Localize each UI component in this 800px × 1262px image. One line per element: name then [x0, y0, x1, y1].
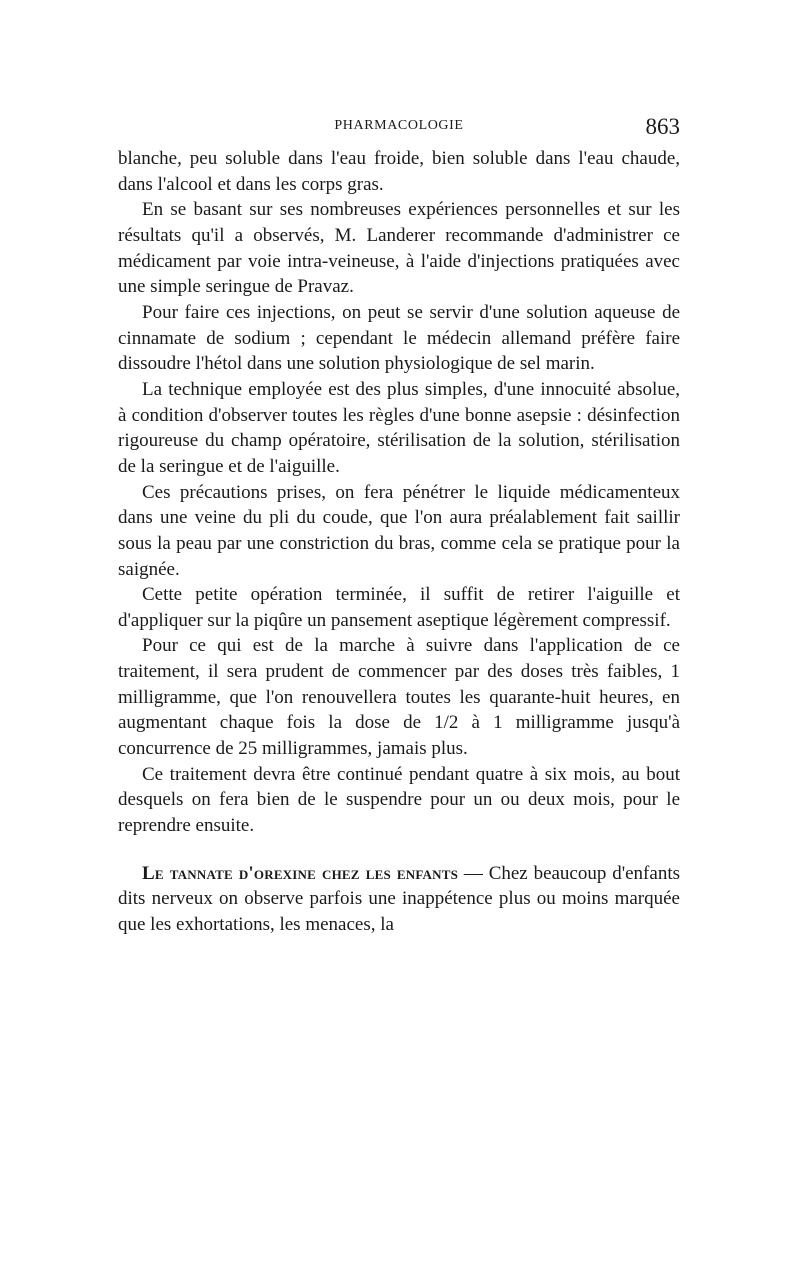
section-title: Le tannate d'orexine chez les enfants — [142, 862, 459, 884]
paragraph-injections: Pour faire ces injections, on peut se servir d'une solution aqueuse de cinnamate de sodium ; cependant le médecin allemand préfère faire dissoudre l'hétol dans une solution physiologique de sel marin. — [118, 301, 680, 375]
paragraph-technique: La technique employée est des plus simples, d'une innocuité absolue, à condition d'observer toutes les règles d'une bonne asepsie : désinfection rigoureuse du champ opératoire, stérilisation de la solution, stérilisation de la seringue et de l'aiguille. — [118, 378, 680, 477]
paragraph-dosage: Pour ce qui est de la marche à suivre dans l'application de ce traitement, il sera prudent de commencer par des doses très faibles, 1 milligramme, que l'on renouvellera toutes les quarante-huit heures, en augmentant chaque fois la dose de 1/2 à 1 milligramme jusqu'à concurrence de 25 milligrammes, jamais plus. — [118, 635, 680, 760]
paragraph-precautions: Ces précautions prises, on fera pénétrer le liquide médicamenteux dans une veine du pli du coude, que l'on aura préalablement fait saillir sous la peau par une constriction du bras, comme cela se pratique pour la saignée. — [118, 481, 680, 580]
running-head — [118, 114, 680, 140]
running-title: PHARMACOLOGIE — [334, 118, 464, 133]
section-text: — Chez beaucoup d'enfants dits nerveux on observe parfois une inappétence plus ou moins marquée que les exhortations, les menaces, la — [118, 862, 680, 936]
paragraph-continued: blanche, peu soluble dans l'eau froide, bien soluble dans l'eau chaude, dans l'alcool et dans les corps gras. — [118, 148, 680, 195]
page-number: 863 — [645, 114, 680, 139]
paragraph-landerer: En se basant sur ses nombreuses expériences personnelles et sur les résultats qu'il a observés, M. Landerer recommande d'administrer ce médicament par voie intra-veineuse, à l'aide d'injections pratiquées avec une simple seringue de Pravaz. — [118, 199, 680, 298]
text-body — [118, 146, 680, 938]
section-paragraph — [118, 861, 680, 938]
paragraph-operation: Cette petite opération terminée, il suffit de retirer l'aiguille et d'appliquer sur la piqûre un pansement aseptique légèrement compressif. — [118, 584, 680, 631]
paragraph-duration: Ce traitement devra être continué pendant quatre à six mois, au bout desquels on fera bien de le suspendre pour un ou deux mois, pour le reprendre ensuite. — [118, 763, 680, 837]
